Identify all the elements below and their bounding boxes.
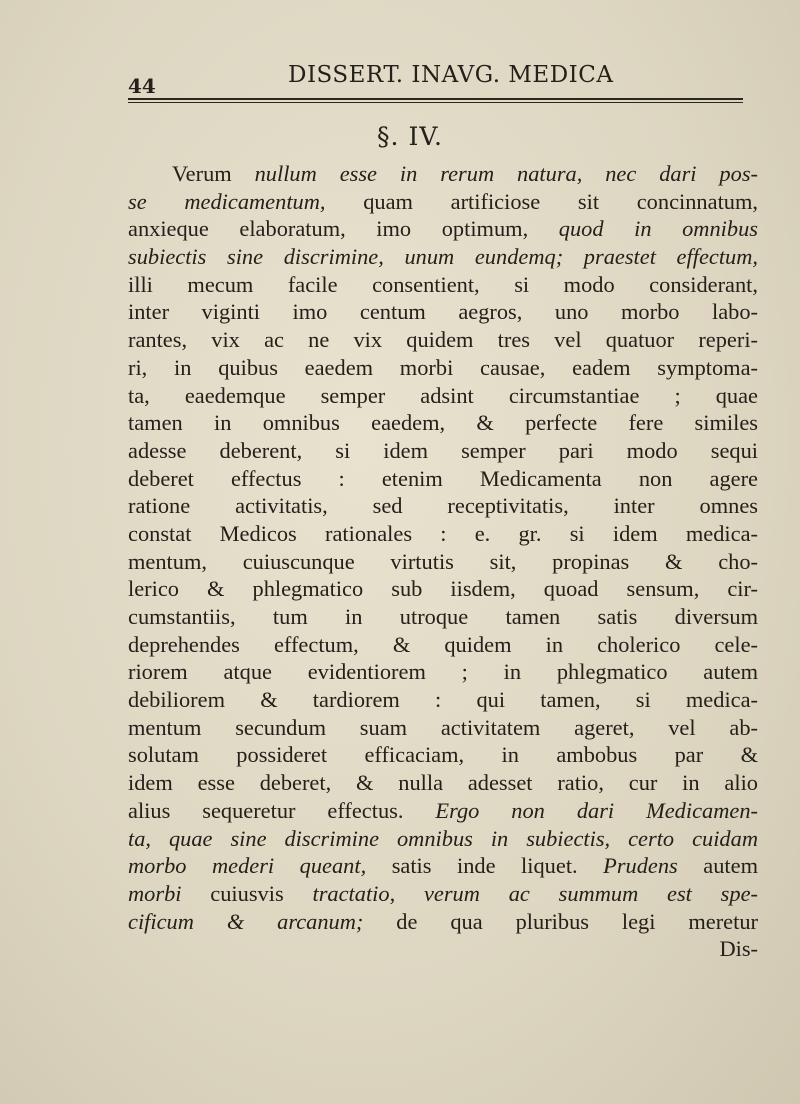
roman-text: cuiusvis (210, 880, 313, 906)
italic-text: quod in omnibus (558, 216, 758, 242)
text-line (128, 271, 758, 299)
text-line (128, 548, 758, 576)
roman-text: de qua pluribus legi meretur (396, 908, 758, 934)
roman-text: autem (703, 853, 758, 879)
text-line (128, 326, 758, 354)
roman-text: constat Medicos rationales : e. gr. si idem medica- (128, 520, 758, 546)
section-heading: §. IV. (377, 122, 443, 151)
text-line (128, 741, 758, 769)
roman-text: rantes, vix ac ne vix quidem tres vel quatuor reperi- (128, 327, 758, 353)
roman-text: quam artificiose sit concinnatum, (363, 188, 758, 214)
body-text (128, 160, 758, 963)
roman-text: ta, eaedemque semper adsint circumstantiae ; quae (128, 382, 758, 408)
roman-text: debiliorem & tardiorem : qui tamen, si medica- (128, 687, 758, 713)
roman-text: solutam possideret efficaciam, in ambobus par & (128, 742, 758, 768)
text-line (128, 603, 758, 631)
text-line (128, 409, 758, 437)
roman-text: riorem atque evidentiorem ; in phlegmatico autem (128, 659, 758, 685)
text-line (128, 825, 758, 853)
text-line (128, 437, 758, 465)
text-line (128, 631, 758, 659)
text-line (128, 215, 758, 243)
roman-text: mentum, cuiuscunque virtutis sit, propinas & cho- (128, 548, 758, 574)
roman-text: Verum (172, 161, 255, 186)
text-line (128, 769, 758, 797)
italic-text: morbo mederi queant, (128, 853, 392, 879)
roman-text: illi mecum facile consentient, si modo considerant, (128, 271, 758, 297)
text-line (128, 243, 758, 271)
roman-text: deberet effectus : etenim Medicamenta non agere (128, 465, 758, 491)
text-line (128, 575, 758, 603)
italic-text: se medicamentum, (128, 188, 364, 214)
roman-text: alius sequeretur effectus. (128, 797, 436, 823)
roman-text: lerico & phlegmatico sub iisdem, quoad sensum, cir- (128, 576, 758, 602)
roman-text: tamen in omnibus eaedem, & perfecte fere similes (128, 410, 758, 436)
italic-text: Ergo non dari Medicamen- (435, 797, 758, 823)
text-line (128, 492, 758, 520)
text-line (128, 298, 758, 326)
italic-text: Prudens (603, 853, 704, 879)
text-line (128, 520, 758, 548)
running-title: DISSERT. INAVG. MEDICA (288, 62, 614, 88)
text-line (128, 908, 758, 936)
roman-text: anxieque elaboratum, imo optimum, (128, 216, 559, 242)
roman-text: idem esse deberet, & nulla adesset ratio, cur in alio (128, 770, 758, 796)
text-line (128, 188, 758, 216)
roman-text: inter viginti imo centum aegros, uno morbo labo- (128, 299, 758, 325)
italic-text: nullum esse in rerum natura, nec dari pos- (254, 161, 758, 186)
catchword: Dis- (719, 936, 758, 962)
italic-text: subiectis sine discrimine, unum eundemq; praestet effectum, (128, 244, 758, 270)
roman-text: cumstantiis, tum in utroque tamen satis diversum (128, 604, 758, 629)
roman-text: satis inde liquet. (391, 853, 604, 879)
header-rule (128, 98, 743, 103)
roman-text: deprehendes effectum, & quidem in cholerico cele- (128, 631, 758, 657)
roman-text: ratione activitatis, sed receptivitatis, inter omnes (128, 493, 758, 519)
italic-text: ta, quae sine discrimine omnibus in subiectis, certo cuidam (128, 825, 758, 851)
text-line (128, 686, 758, 714)
italic-text: tractatio, verum ac summum est spe- (312, 880, 758, 906)
text-line (128, 880, 758, 908)
page-number: 44 (128, 74, 156, 98)
text-line (128, 714, 758, 742)
italic-text: cificum & arcanum; (128, 908, 397, 934)
text-line (128, 797, 758, 825)
text-line (128, 160, 758, 188)
text-line (128, 852, 758, 880)
text-line (128, 465, 758, 493)
running-head (118, 62, 748, 98)
roman-text: mentum secundum suam activitatem ageret, vel ab- (128, 714, 758, 740)
roman-text: ri, in quibus eaedem morbi causae, eadem symptoma- (128, 354, 758, 380)
italic-text: morbi (128, 880, 211, 906)
text-line (128, 658, 758, 686)
text-line (128, 354, 758, 382)
roman-text: adesse deberent, si idem semper pari modo sequi (128, 437, 758, 463)
text-line (128, 382, 758, 410)
